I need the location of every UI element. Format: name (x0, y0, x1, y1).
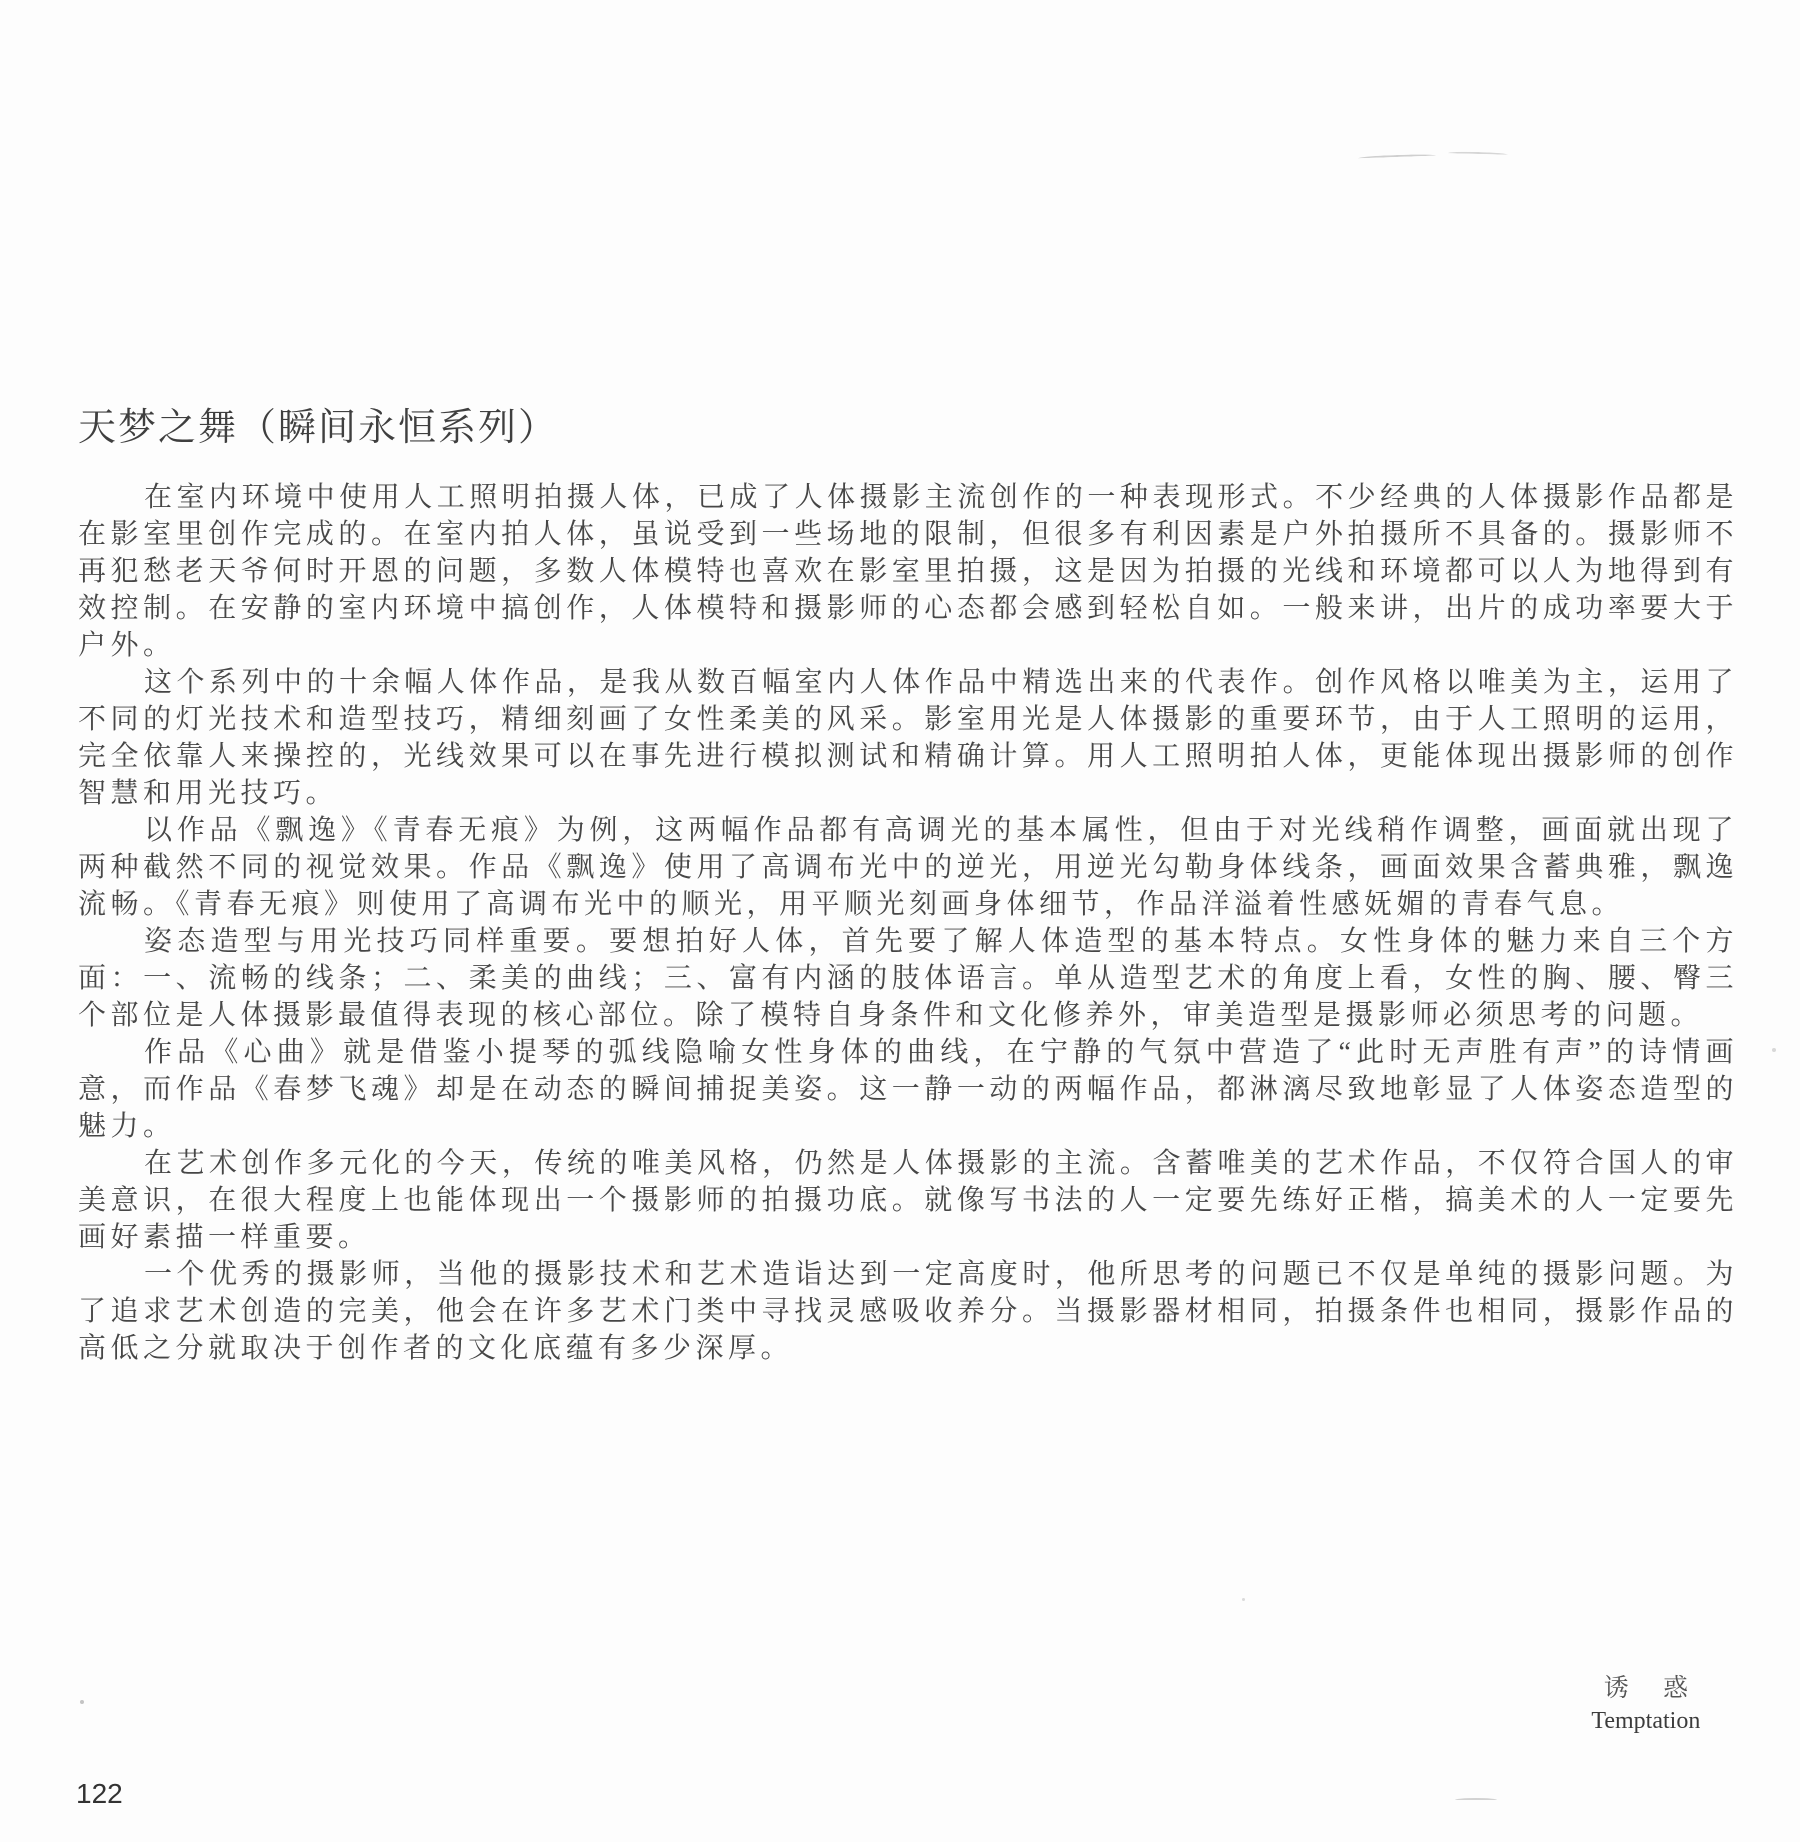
section-title-en: Temptation (1591, 1708, 1701, 1734)
scan-artifact (1242, 1598, 1245, 1601)
body-paragraph: 在艺术创作多元化的今天，传统的唯美风格，仍然是人体摄影的主流。含蓄唯美的艺术作品，不仅符合国人的审美意识，在很大程度上也能体现出一个摄影师的拍摄功底。就像写书法的人一定要先练好正楷，搞美术的人一定要先画好素描一样重要。 (78, 1148, 1738, 1253)
body-paragraph: 以作品《飘逸》《青春无痕》为例，这两幅作品都有高调光的基本属性，但由于对光线稍作调整，画面就出现了两种截然不同的视觉效果。作品《飘逸》使用了高调布光中的逆光，用逆光勾勒身体线条，画面效果含蓄典雅，飘逸流畅。《青春无痕》则使用了高调布光中的顺光，用平顺光刻画身体细节，作品洋溢着性感妩媚的青春气息。 (78, 815, 1738, 920)
scan-artifact (80, 1700, 84, 1704)
body-paragraph: 姿态造型与用光技巧同样重要。要想拍好人体，首先要了解人体造型的基本特点。女性身体的魅力来自三个方面：一、流畅的线条；二、柔美的曲线；三、富有内涵的肢体语言。单从造型艺术的角度上看，女性的胸、腰、臀三个部位是人体摄影最值得表现的核心部位。除了模特自身条件和文化修养外，审美造型是摄影师必须思考的问题。 (78, 926, 1738, 1031)
page-title: 天梦之舞（瞬间永恒系列） (78, 407, 559, 449)
body-paragraph: 在室内环境中使用人工照明拍摄人体，已成了人体摄影主流创作的一种表现形式。不少经典的人体摄影作品都是在影室里创作完成的。在室内拍人体，虽说受到一些场地的限制，但很多有利因素是户外拍摄所不具备的。摄影师不再犯愁老天爷何时开恩的问题，多数人体模特也喜欢在影室里拍摄，这是因为拍摄的光线和环境都可以人为地得到有效控制。在安静的室内环境中搞创作，人体模特和摄影师的心态都会感到轻松自如。一般来讲，出片的成功率要大于户外。 (78, 482, 1738, 661)
body-paragraph: 作品《心曲》就是借鉴小提琴的弧线隐喻女性身体的曲线，在宁静的气氛中营造了“此时无声胜有声”的诗情画意，而作品《春梦飞魂》却是在动态的瞬间捕捉美姿。这一静一动的两幅作品，都淋漓尽致地彰显了人体姿态造型的魅力。 (78, 1037, 1738, 1142)
section-title-cn: 诱 惑 (1603, 1675, 1702, 1702)
body-paragraph: 一个优秀的摄影师，当他的摄影技术和艺术造诣达到一定高度时，他所思考的问题已不仅是单纯的摄影问题。为了追求艺术创造的完美，他会在许多艺术门类中寻找灵感吸收养分。当摄影器材相同，拍摄条件也相同，摄影作品的高低之分就取决于创作者的文化底蕴有多少深厚。 (78, 1259, 1738, 1364)
body-paragraph: 这个系列中的十余幅人体作品，是我从数百幅室内人体作品中精选出来的代表作。创作风格以唯美为主，运用了不同的灯光技术和造型技巧，精细刻画了女性柔美的风采。影室用光是人体摄影的重要环节，由于人工照明的运用，完全依靠人来操控的，光线效果可以在事先进行模拟测试和精确计算。用人工照明拍人体，更能体现出摄影师的创作智慧和用光技巧。 (78, 667, 1738, 809)
page-number: 122 (76, 1778, 123, 1809)
section-footer (1590, 1668, 1702, 1735)
scan-artifact (1448, 151, 1508, 155)
scan-artifact (1358, 154, 1436, 159)
article-body (78, 479, 1738, 1367)
scan-artifact (1772, 1048, 1776, 1052)
scan-artifact (1455, 1798, 1497, 1800)
